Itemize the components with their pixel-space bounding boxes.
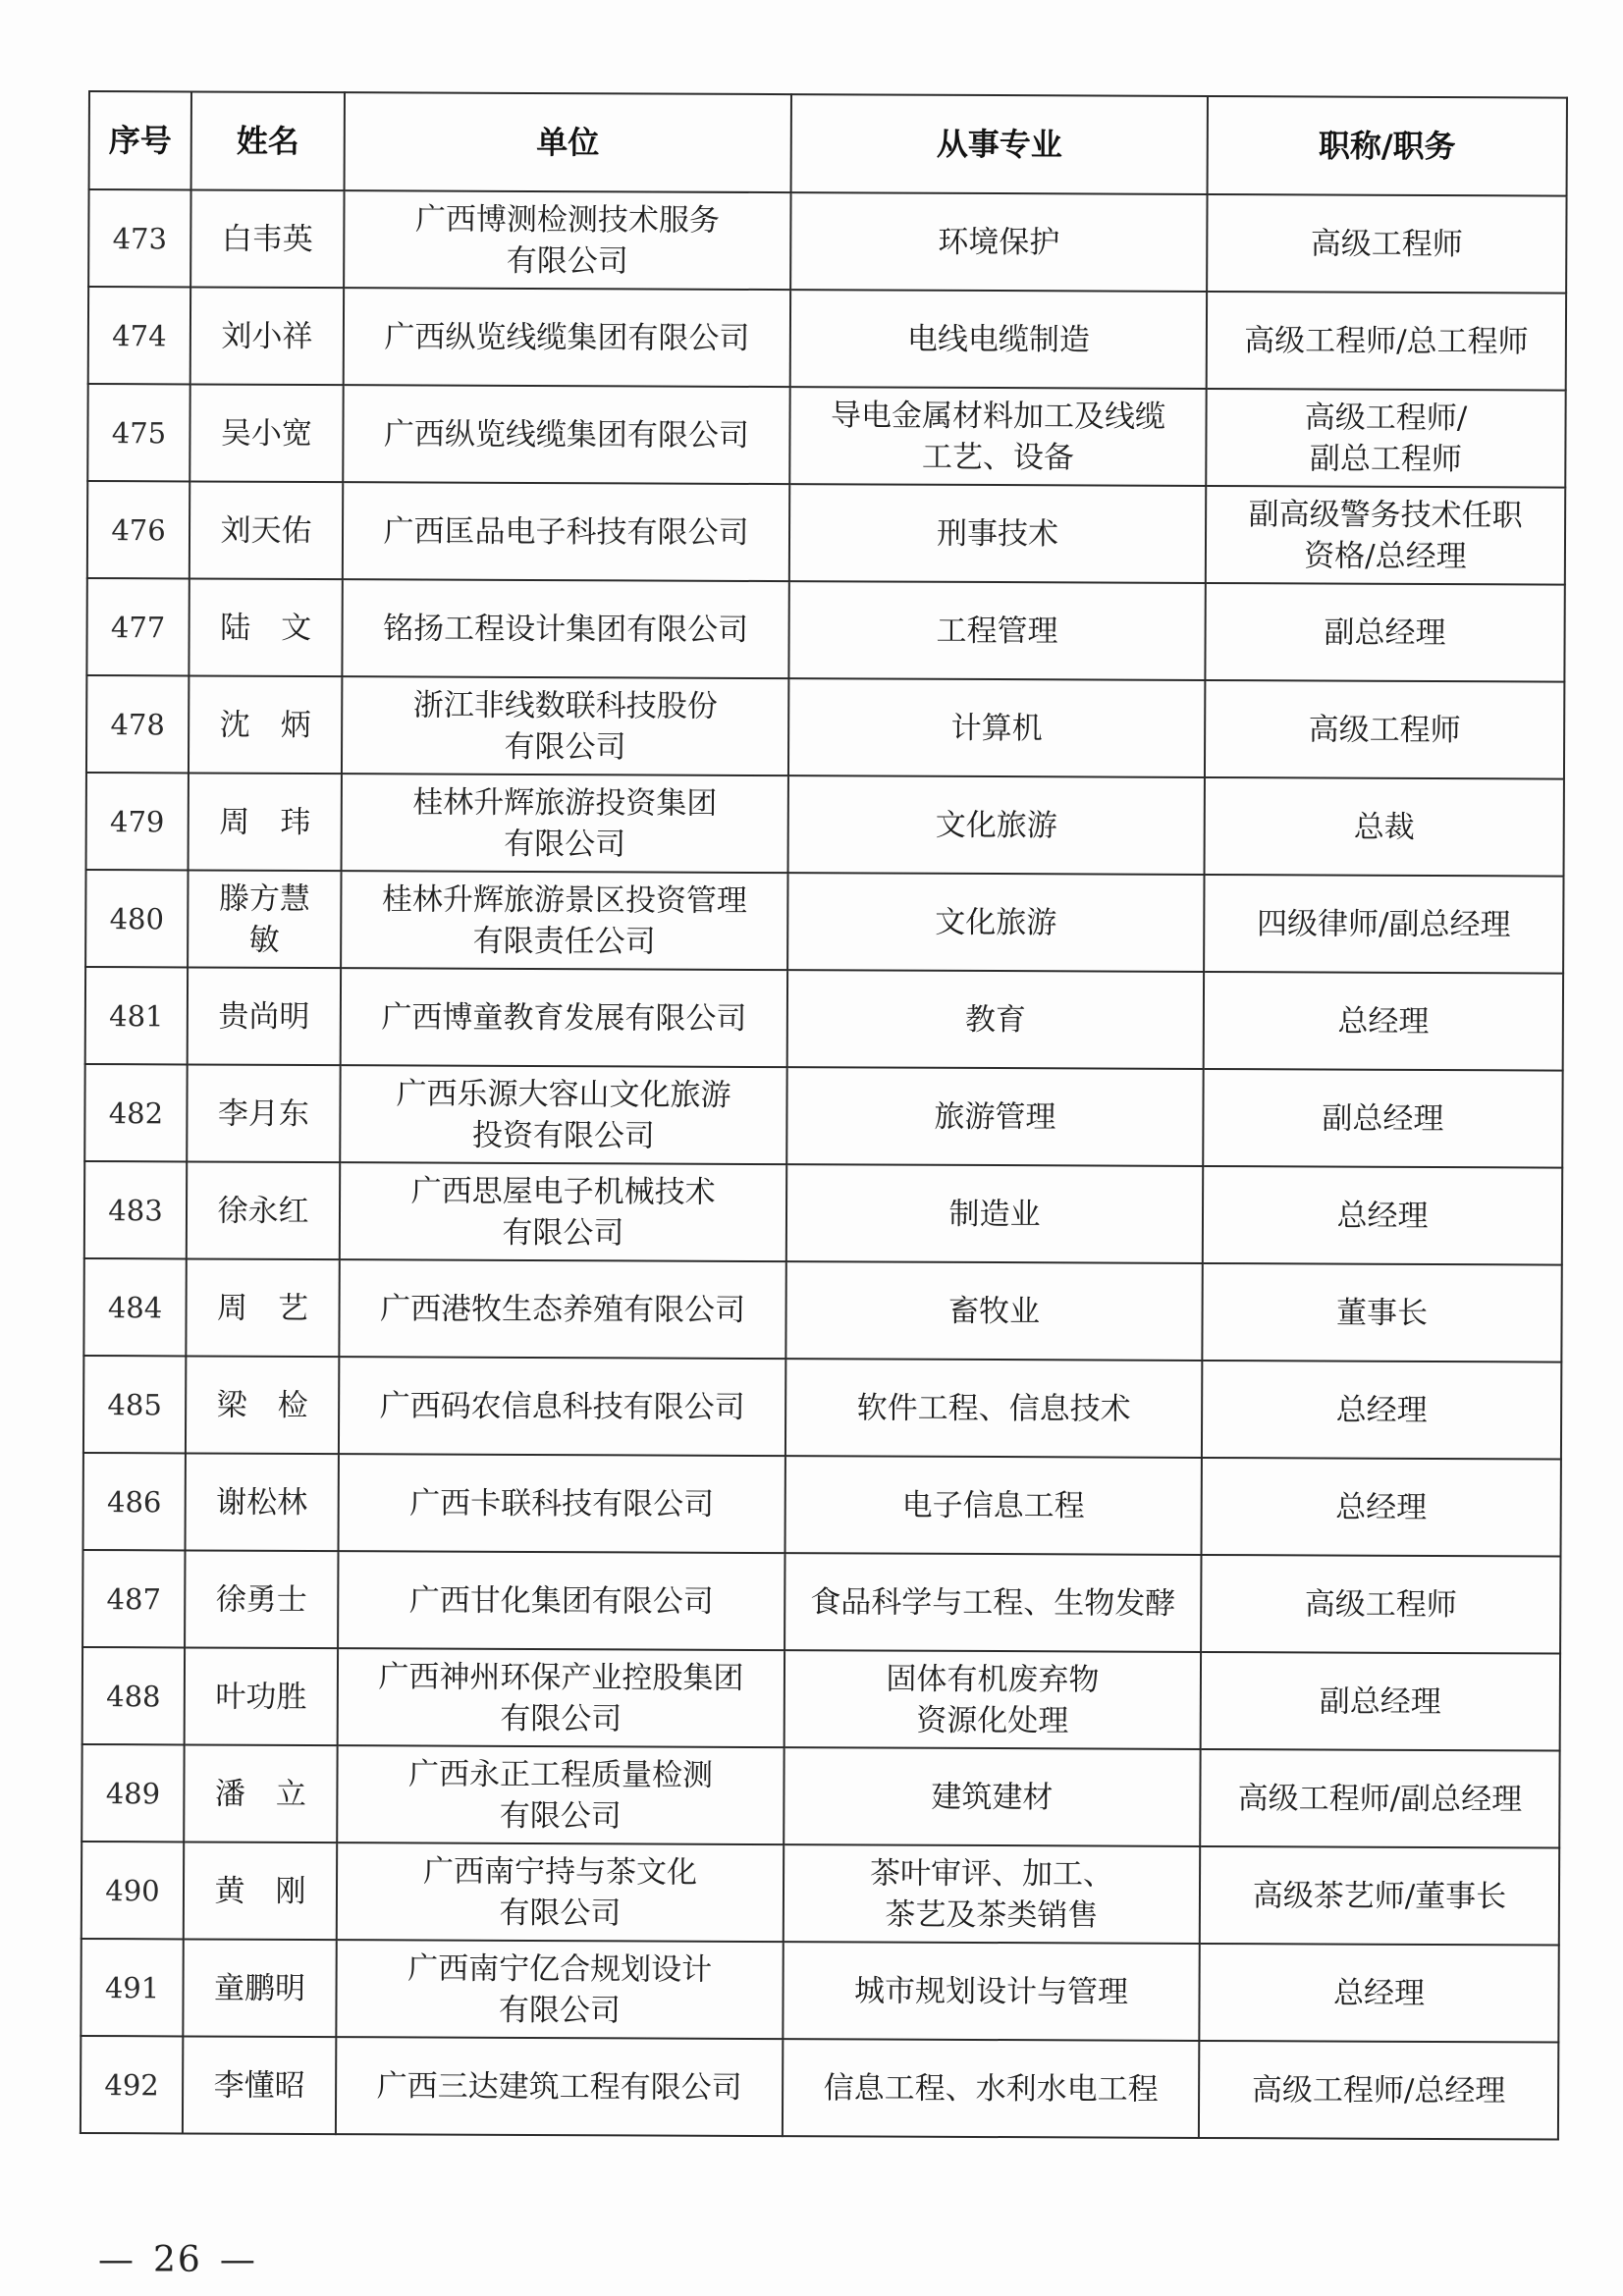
cell-specialty: 信息工程、水利水电工程 [783,2039,1199,2138]
table-row [81,1939,1558,2043]
table-row [82,1550,1560,1654]
cell-name: 滕方慧 敏 [188,870,341,968]
cell-serial-number: 477 [86,578,189,675]
cell-specialty: 茶叶审评、加工、 茶艺及茶类销售 [784,1844,1200,1944]
cell-serial-number: 484 [83,1258,186,1356]
cell-serial-number: 492 [81,2036,183,2133]
cell-specialty: 城市规划设计与管理 [783,1942,1199,2041]
cell-specialty: 畜牧业 [785,1261,1202,1361]
cell-title-position: 高级工程师 [1201,1555,1560,1654]
cell-specialty: 建筑建材 [784,1747,1200,1846]
cell-name: 吴小宽 [189,384,343,482]
cell-serial-number: 476 [87,481,189,578]
cell-serial-number: 474 [88,287,190,384]
cell-unit: 浙江非线数联科技股份 有限公司 [342,676,788,775]
cell-name: 刘天佑 [189,481,343,579]
cell-unit: 广西永正工程质量检测 有限公司 [337,1745,784,1844]
cell-specialty: 固体有机废弃物 资源化处理 [784,1650,1201,1749]
cell-specialty: 制造业 [786,1164,1203,1263]
cell-name: 贵尚明 [188,967,341,1065]
cell-title-position: 总经理 [1203,1166,1562,1265]
header-serial-number: 序号 [89,91,191,189]
cell-unit: 广西纵览线缆集团有限公司 [344,288,790,387]
cell-serial-number: 480 [85,870,188,967]
cell-name: 叶功胜 [185,1647,338,1745]
cell-title-position: 总裁 [1205,777,1564,877]
cell-specialty: 环境保护 [790,192,1207,292]
page-number-dash-left: — [98,2240,135,2280]
cell-specialty: 软件工程、信息技术 [785,1359,1202,1458]
table-row [81,1744,1559,1848]
cell-unit: 桂林升辉旅游景区投资管理 有限责任公司 [341,871,787,970]
cell-unit: 广西南宁亿合规划设计 有限公司 [336,1940,783,2039]
header-unit: 单位 [345,92,791,192]
header-title-position: 职称/职务 [1208,96,1567,196]
cell-name: 周 玮 [189,773,342,871]
cell-name: 谢松林 [186,1453,339,1551]
cell-unit: 广西卡联科技有限公司 [339,1454,785,1553]
table-body [81,189,1567,2140]
cell-name: 周 艺 [186,1258,339,1357]
cell-unit: 广西南宁持与茶文化 有限公司 [337,1842,784,1942]
cell-title-position: 高级工程师 [1205,680,1564,779]
header-name: 姓名 [191,91,345,190]
table-row [88,287,1566,391]
cell-title-position: 高级工程师/ 副总工程师 [1206,389,1565,488]
cell-title-position: 高级茶艺师/董事长 [1200,1846,1559,1946]
cell-name: 童鹏明 [183,1939,336,2037]
cell-name: 刘小祥 [190,287,344,385]
cell-title-position: 副总经理 [1205,583,1564,682]
cell-unit: 广西匡品电子科技有限公司 [343,482,789,581]
table-row [86,578,1564,682]
cell-specialty: 文化旅游 [787,873,1204,972]
cell-unit: 广西码农信息科技有限公司 [339,1357,785,1456]
cell-serial-number: 487 [82,1550,185,1647]
table-row [81,1842,1559,1946]
table-row [87,384,1565,488]
cell-title-position: 高级工程师/总工程师 [1207,292,1566,391]
cell-specialty: 电线电缆制造 [790,290,1207,389]
cell-title-position: 四级律师/副总经理 [1204,875,1563,974]
cell-name: 陆 文 [189,578,342,676]
cell-unit: 广西乐源大容山文化旅游 投资有限公司 [340,1065,786,1164]
cell-specialty: 旅游管理 [786,1067,1203,1166]
cell-unit: 铭扬工程设计集团有限公司 [342,579,788,678]
cell-specialty: 食品科学与工程、生物发酵 [784,1553,1201,1652]
cell-serial-number: 482 [84,1064,187,1161]
cell-unit: 广西博测检测技术服务 有限公司 [344,190,790,290]
page-number-dash-right: — [219,2240,257,2280]
cell-title-position: 副总经理 [1203,1069,1562,1168]
table-row [83,1258,1561,1362]
cell-serial-number: 473 [88,189,190,287]
cell-serial-number: 485 [83,1356,186,1453]
cell-unit: 广西思屋电子机械技术 有限公司 [340,1162,786,1261]
cell-title-position: 高级工程师 [1207,194,1566,294]
cell-title-position: 总经理 [1202,1458,1561,1557]
cell-serial-number: 490 [81,1842,184,1939]
cell-serial-number: 481 [85,967,188,1064]
cell-name: 沈 炳 [189,675,342,774]
table-row [85,967,1563,1071]
cell-serial-number: 483 [84,1161,187,1258]
cell-specialty: 计算机 [788,678,1205,777]
table-row [87,481,1565,585]
cell-name: 潘 立 [184,1744,337,1842]
table-row [81,2036,1558,2140]
table-row [84,1161,1562,1265]
cell-unit: 广西博童教育发展有限公司 [341,968,787,1067]
cell-title-position: 副总经理 [1201,1652,1560,1751]
cell-specialty: 导电金属材料加工及线缆 工艺、设备 [789,387,1206,486]
cell-title-position: 总经理 [1199,1944,1558,2043]
table-row [83,1453,1561,1557]
cell-title-position: 高级工程师/总经理 [1199,2041,1558,2140]
cell-name: 徐勇士 [185,1550,338,1648]
cell-serial-number: 486 [83,1453,186,1550]
cell-unit: 桂林升辉旅游投资集团 有限公司 [342,774,788,873]
cell-serial-number: 478 [86,675,189,773]
cell-serial-number: 488 [82,1647,185,1744]
cell-specialty: 电子信息工程 [785,1456,1202,1555]
table-row [88,189,1566,294]
table-row [86,675,1564,779]
cell-name: 黄 刚 [184,1842,337,1940]
cell-name: 白韦英 [190,189,344,288]
cell-name: 李懂昭 [183,2036,336,2134]
cell-title-position: 高级工程师/副总经理 [1200,1749,1559,1848]
table-row [84,1064,1562,1168]
header-specialty: 从事专业 [791,94,1208,194]
page-number-value: 26 [153,2240,202,2280]
cell-serial-number: 479 [86,773,189,870]
cell-unit: 广西港牧生态养殖有限公司 [339,1259,785,1359]
cell-unit: 广西甘化集团有限公司 [338,1551,784,1650]
cell-serial-number: 489 [81,1744,184,1842]
page-number [81,2240,275,2280]
cell-name: 李月东 [187,1064,340,1162]
cell-serial-number: 491 [81,1939,183,2036]
cell-specialty: 教育 [787,970,1204,1069]
table-row [85,870,1563,974]
cell-title-position: 总经理 [1204,972,1563,1071]
table-row [82,1647,1560,1751]
cell-unit: 广西纵览线缆集团有限公司 [343,385,789,484]
cell-unit: 广西三达建筑工程有限公司 [336,2037,783,2136]
cell-serial-number: 475 [87,384,189,481]
cell-specialty: 刑事技术 [789,484,1206,583]
cell-specialty: 工程管理 [788,581,1205,680]
cell-name: 梁 检 [186,1356,339,1454]
cell-specialty: 文化旅游 [788,775,1205,875]
header-row [89,91,1567,196]
table-header [89,91,1567,196]
table-row [86,773,1564,877]
table-row [83,1356,1561,1460]
cell-title-position: 副高级警务技术任职 资格/总经理 [1206,486,1565,585]
cell-title-position: 董事长 [1202,1263,1561,1362]
roster-table [80,90,1568,2141]
cell-unit: 广西神州环保产业控股集团 有限公司 [338,1648,784,1747]
cell-title-position: 总经理 [1202,1361,1561,1460]
cell-name: 徐永红 [187,1161,340,1259]
